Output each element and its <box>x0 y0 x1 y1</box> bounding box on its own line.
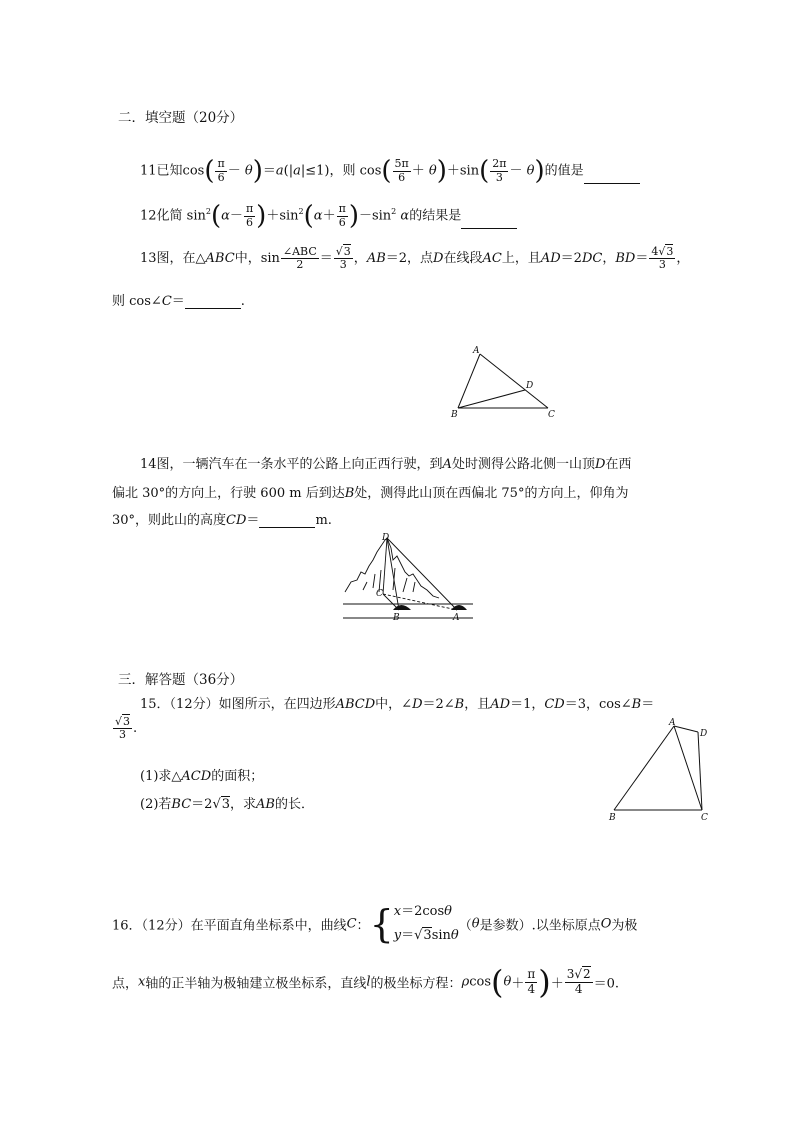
answer-blank[interactable] <box>461 214 517 229</box>
mountain-shading <box>363 568 415 592</box>
den: 2 <box>296 258 304 272</box>
theta: θ <box>244 163 253 179</box>
theta: θ <box>444 904 452 919</box>
text: 的结果是 <box>409 208 462 224</box>
text: － <box>227 163 245 179</box>
label-a: A <box>669 718 676 728</box>
text: 的长． <box>275 797 315 812</box>
question-13 <box>140 246 689 271</box>
paren-right: ) <box>348 201 359 231</box>
label-c: C <box>548 410 555 420</box>
theta: θ <box>450 928 459 943</box>
text: 在线段 <box>443 251 483 267</box>
var: B <box>454 697 465 712</box>
text: |≤1)，则 cos <box>300 163 382 179</box>
paren-right: ) <box>538 963 551 1001</box>
text: (1)求△ <box>140 769 182 784</box>
paren-left: ( <box>210 201 222 231</box>
var-a: a <box>293 163 301 179</box>
text: ＝ <box>171 294 185 309</box>
text: ＝2 <box>560 251 582 267</box>
var: BC <box>171 797 192 812</box>
text: ， <box>353 251 367 267</box>
text: ＝ <box>262 163 276 179</box>
section-2-title: 二．填空题（20分） <box>118 110 244 126</box>
var: O <box>600 916 612 932</box>
text: 轴的正半轴为极轴建立极坐标系，直线 <box>145 976 367 992</box>
alpha: α <box>313 208 323 224</box>
sup: 2 <box>391 207 397 217</box>
text: ＋sin <box>266 208 299 224</box>
text: 为极 <box>611 918 638 934</box>
paren-left: ( <box>479 156 490 186</box>
text: 偏北 30°的方向上，行驶 600 m 后到达 <box>112 486 345 501</box>
text: ，且 <box>464 697 491 712</box>
var: ABCD <box>335 697 376 712</box>
answer-blank[interactable] <box>259 513 315 528</box>
eq-x <box>394 900 459 924</box>
den: 6 <box>217 170 225 184</box>
text: ： <box>356 918 370 934</box>
var: l <box>366 974 371 990</box>
text: 处时测得公路北侧一山顶 <box>451 457 595 472</box>
num: ∠ABC <box>282 245 317 258</box>
sqrt: 3 <box>666 245 674 258</box>
num: 4√3 <box>651 245 674 258</box>
den: 4 <box>574 981 583 996</box>
parametric-equations <box>394 900 459 948</box>
var: ABC <box>205 251 235 267</box>
label-a: A <box>473 346 480 356</box>
question-13-line2 <box>112 290 245 309</box>
var: B <box>631 697 642 712</box>
text: ， <box>602 251 616 267</box>
section-3-title: 三．解答题（36分） <box>118 672 244 688</box>
var: D <box>594 457 606 472</box>
paren-right: ) <box>252 156 263 186</box>
text: 16．（12分）在平面直角坐标系中，曲线 <box>112 918 347 934</box>
figure-14 <box>343 530 475 624</box>
text: ， <box>676 251 690 267</box>
question-15-sub2: (2)若BC＝2√3，求AB的长． <box>140 797 315 812</box>
text: 是参数）.以坐标原点 <box>479 918 601 934</box>
var: B <box>344 486 355 501</box>
var: AC <box>482 251 502 267</box>
edge-ab <box>458 354 480 408</box>
text: 中，sin <box>234 251 280 267</box>
label-c: C <box>701 813 708 823</box>
text: 的值是 <box>544 163 584 179</box>
var: x <box>138 974 146 990</box>
num: π <box>338 202 346 216</box>
text: 14图，一辆汽车在一条水平的公路上向正西行驶，到 <box>140 457 443 472</box>
paren-left: ( <box>204 156 215 186</box>
question-12 <box>140 203 517 229</box>
num: π <box>245 202 254 216</box>
label-b: B <box>609 813 616 823</box>
text: ＝2∠ <box>422 697 455 712</box>
answer-blank[interactable] <box>185 294 241 309</box>
label-b: B <box>451 410 458 420</box>
fraction <box>244 203 255 228</box>
text: sin <box>431 928 451 943</box>
text: － <box>229 208 243 224</box>
var: x <box>393 904 402 919</box>
figure-13 <box>440 340 570 424</box>
edge-ab <box>614 726 674 810</box>
fraction <box>393 158 411 183</box>
label-b: B <box>393 613 400 623</box>
num: 5π <box>394 157 409 171</box>
text: 30°，则此山的高度 <box>112 513 227 528</box>
num: π <box>217 157 225 171</box>
den: 3 <box>119 728 126 742</box>
car-b-icon <box>393 605 411 610</box>
text: ＝0. <box>593 976 620 992</box>
text: ＝2 <box>191 797 213 812</box>
var: C <box>161 294 172 309</box>
var: A <box>442 457 452 472</box>
text: (2)若 <box>140 797 172 812</box>
eq-y: y＝√3sinθ <box>393 928 459 943</box>
fraction <box>113 716 132 741</box>
num-4: 4 <box>651 245 659 258</box>
question-14-line2 <box>112 482 628 501</box>
den: 3 <box>658 258 666 272</box>
text: 点， <box>112 976 139 992</box>
text: m. <box>315 513 332 528</box>
label-c: C <box>376 589 383 599</box>
text: 处，测得此山顶在西偏北 75°的方向上，仰角为 <box>354 486 629 501</box>
var: AB <box>366 251 386 267</box>
text: ＝1， <box>510 697 545 712</box>
rho: ρ <box>461 974 470 990</box>
text: －sin <box>358 208 392 224</box>
paren-right: ) <box>256 201 267 231</box>
fraction <box>281 246 319 271</box>
var: BD <box>615 251 636 267</box>
label-d: D <box>526 381 534 391</box>
fraction <box>215 158 226 183</box>
den: 6 <box>398 170 406 184</box>
text: 则 cos∠ <box>112 294 162 309</box>
sup: 2 <box>298 207 304 217</box>
edge-ac <box>480 354 548 408</box>
text: 的极坐标方程： <box>370 976 462 992</box>
text: cos <box>469 974 491 990</box>
num: √3 <box>115 715 131 728</box>
question-15-cos-value <box>112 716 137 741</box>
fraction <box>525 968 537 995</box>
var: CD <box>226 513 247 528</box>
edge-ac <box>674 726 702 810</box>
sup: 2 <box>205 207 211 217</box>
text: ＝ <box>635 251 649 267</box>
figure-15 <box>600 712 720 824</box>
fraction <box>649 246 675 271</box>
fraction <box>334 246 353 271</box>
text: (| <box>283 163 294 179</box>
text: 中，∠ <box>375 697 413 712</box>
var: D <box>433 251 444 267</box>
text: （ <box>458 918 472 934</box>
var: AD <box>490 697 511 712</box>
den: 6 <box>246 215 254 229</box>
question-14-line3 <box>112 509 332 528</box>
text: 11已知cos <box>140 163 205 179</box>
text: ＝ <box>401 928 415 943</box>
text: ＝2，点 <box>385 251 434 267</box>
label-d: D <box>700 729 708 739</box>
fraction <box>337 203 348 228</box>
fraction <box>490 158 508 183</box>
theta: θ <box>428 163 437 179</box>
den: 3 <box>339 258 347 272</box>
label-a: A <box>453 613 460 623</box>
text: ＝2cos <box>401 904 445 919</box>
paren-right: ) <box>436 156 447 186</box>
text: . <box>240 294 245 309</box>
paren-left: ( <box>381 156 392 186</box>
var: DC <box>581 251 603 267</box>
fraction <box>565 968 593 995</box>
theta: θ <box>471 916 480 932</box>
text: . <box>133 721 138 737</box>
text: ＋ <box>322 208 336 224</box>
var: C <box>346 916 357 932</box>
text: ＝ <box>246 513 260 528</box>
var: AB <box>256 797 275 812</box>
sqrt: 3 <box>123 715 131 728</box>
question-15-line1 <box>140 693 654 712</box>
answer-blank[interactable] <box>584 169 640 184</box>
question-16-line1 <box>112 900 637 948</box>
var: ACD <box>181 769 212 784</box>
text: 15．（12分）如图所示，在四边形 <box>140 697 336 712</box>
var: y <box>393 928 402 943</box>
theta: θ <box>503 974 512 990</box>
text: － <box>509 163 527 179</box>
line-dc <box>383 538 387 594</box>
text: ＝ <box>641 697 655 712</box>
sqrt: 2 <box>583 967 591 982</box>
text: ，求 <box>230 797 257 812</box>
num: √3 <box>335 245 351 258</box>
var: D <box>412 697 423 712</box>
label-d: D <box>382 533 390 543</box>
num: 3√2 <box>566 967 591 982</box>
question-14-line1 <box>140 453 631 472</box>
text: 上，且 <box>501 251 541 267</box>
text: ＝3，cos∠ <box>564 697 632 712</box>
question-16-line2 <box>112 963 620 1001</box>
sqrt: 3 <box>423 928 432 943</box>
text: 的面积； <box>211 769 264 784</box>
var-a: a <box>275 163 284 179</box>
question-11 <box>140 158 640 184</box>
text: 12化简 sin <box>140 208 206 224</box>
text: ＋sin <box>446 163 480 179</box>
paren-right: ) <box>534 156 545 186</box>
num: 2π <box>492 157 507 171</box>
var: AD <box>540 251 561 267</box>
text: 13图，在△ <box>140 251 206 267</box>
sqrt: 3 <box>221 797 231 812</box>
line-ca <box>383 594 457 610</box>
paren-left: ( <box>303 201 314 231</box>
var: CD <box>544 697 565 712</box>
den: 4 <box>527 981 536 996</box>
alpha: α <box>221 208 230 224</box>
num-3: 3 <box>566 967 575 982</box>
text: ＋ <box>511 976 525 992</box>
edge-ad <box>674 726 698 732</box>
alpha: α <box>400 208 410 224</box>
text: ＋ <box>411 163 429 179</box>
paren-left: ( <box>491 963 504 1001</box>
text: ＝ <box>319 251 333 267</box>
edge-bd <box>458 390 525 408</box>
den: 6 <box>338 215 346 229</box>
brace: { <box>369 902 394 946</box>
den: 3 <box>495 170 503 184</box>
sqrt: 3 <box>343 245 351 258</box>
num: π <box>527 967 536 982</box>
text: ＋ <box>550 976 564 992</box>
question-15-sub1 <box>140 765 263 784</box>
theta: θ <box>526 163 535 179</box>
text: 在西 <box>605 457 632 472</box>
